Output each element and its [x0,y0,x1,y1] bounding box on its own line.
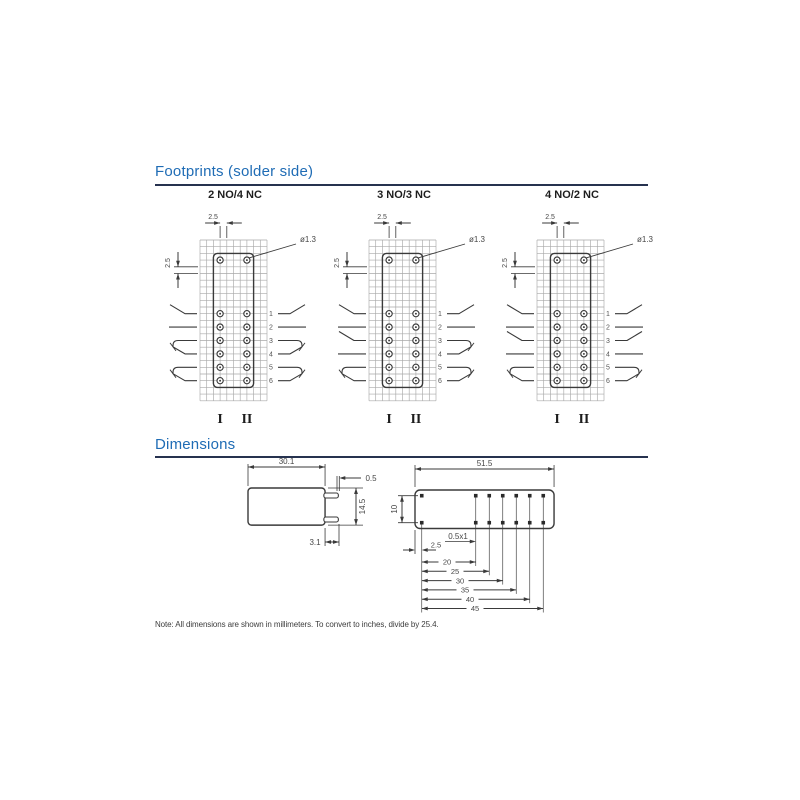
svg-text:5: 5 [606,364,610,372]
footprint-drawing [487,206,657,430]
bottom-view-drawing [390,455,670,625]
svg-text:3: 3 [606,337,610,345]
svg-text:1: 1 [438,311,442,319]
svg-text:10: 10 [390,504,399,514]
note-text: Note: All dimensions are shown in millimeters. To convert to inches, divide by 25.4. [155,620,439,629]
svg-text:5: 5 [269,364,273,372]
svg-text:2: 2 [438,324,442,332]
svg-text:3.1: 3.1 [309,538,321,547]
svg-text:51.5: 51.5 [476,459,493,468]
svg-text:4: 4 [438,351,442,359]
svg-text:4: 4 [269,351,273,359]
svg-text:2: 2 [269,324,273,332]
footprint-variant-1 [150,189,320,430]
svg-text:3: 3 [269,337,273,345]
svg-text:II: II [578,412,590,427]
svg-text:30.1: 30.1 [278,457,295,466]
footprint-drawing [319,206,489,430]
svg-text:ø1.3: ø1.3 [636,235,654,244]
svg-text:I: I [554,412,560,427]
footprints-heading: Footprints (solder side) [155,163,314,180]
svg-text:2.5: 2.5 [545,214,555,221]
svg-text:II: II [410,412,422,427]
svg-text:2.5: 2.5 [334,258,341,268]
svg-text:2: 2 [606,324,610,332]
footprint-variant-3 [487,189,657,430]
footprint-variant-2 [319,189,489,430]
svg-text:25: 25 [450,567,460,576]
footprints-rule [155,184,648,186]
footprint-title: 3 NO/3 NC [377,189,431,201]
svg-text:3: 3 [438,337,442,345]
svg-text:45: 45 [470,604,480,614]
svg-text:I: I [217,412,223,427]
svg-text:4: 4 [606,351,610,359]
svg-text:6: 6 [606,378,610,386]
svg-text:1: 1 [606,311,610,319]
svg-text:2.5: 2.5 [165,258,172,268]
dimensions-heading: Dimensions [155,436,236,453]
svg-text:2.5: 2.5 [208,214,218,221]
svg-text:40: 40 [465,594,475,604]
svg-text:2.5: 2.5 [502,258,509,268]
svg-text:I: I [386,412,392,427]
footprint-drawing [150,206,320,430]
footprint-title: 4 NO/2 NC [545,189,599,201]
svg-text:6: 6 [269,378,273,386]
svg-text:0.5: 0.5 [365,474,377,483]
svg-text:0.5x1: 0.5x1 [448,532,468,541]
svg-text:6: 6 [438,378,442,386]
svg-text:5: 5 [438,364,442,372]
svg-text:1: 1 [269,311,273,319]
side-view-drawing [228,455,403,573]
svg-text:ø1.3: ø1.3 [468,235,486,244]
footprint-title: 2 NO/4 NC [208,189,262,201]
svg-text:30: 30 [455,576,465,586]
svg-text:2.5: 2.5 [430,540,442,550]
svg-text:35: 35 [460,585,470,595]
svg-text:2.5: 2.5 [377,214,387,221]
svg-text:II: II [241,412,253,427]
svg-text:20: 20 [442,557,452,567]
svg-text:ø1.3: ø1.3 [299,235,317,244]
svg-text:14.5: 14.5 [358,498,367,515]
